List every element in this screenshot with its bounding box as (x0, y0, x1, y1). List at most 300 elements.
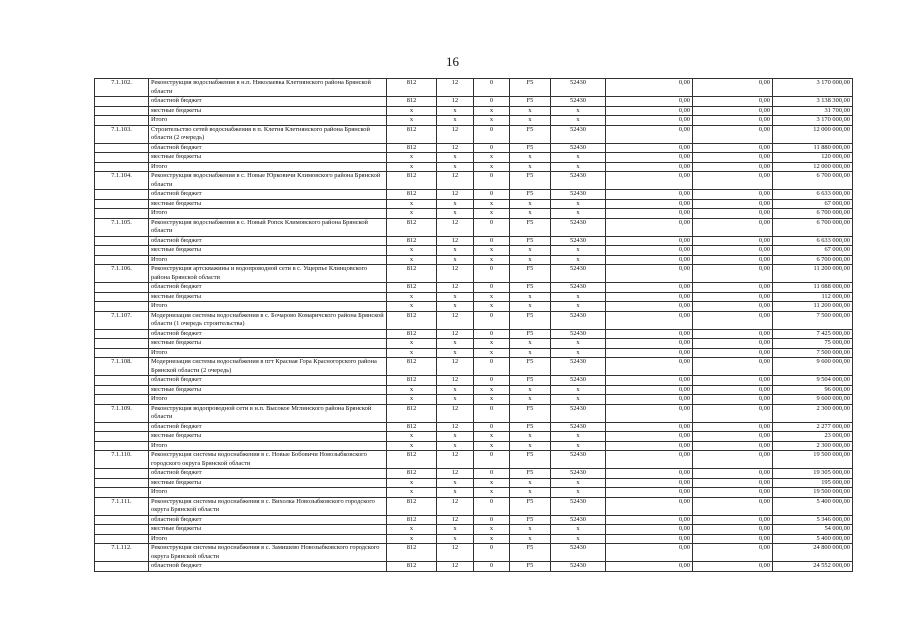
code-cell: x (510, 153, 551, 163)
code-cell: F5 (510, 469, 551, 479)
code-cell: x (551, 153, 606, 163)
amount-cell: 0,00 (693, 236, 773, 246)
code-cell: x (387, 255, 437, 265)
code-cell: 12 (437, 190, 474, 200)
amount-cell: 0,00 (606, 515, 693, 525)
code-cell: 0 (474, 283, 510, 293)
code-cell: x (551, 246, 606, 256)
amount-cell: 0,00 (606, 348, 693, 358)
code-cell: F5 (510, 515, 551, 525)
empty-cell (95, 478, 149, 488)
code-cell: 812 (387, 283, 437, 293)
code-cell: x (387, 292, 437, 302)
empty-cell (95, 116, 149, 126)
table-body (95, 79, 853, 572)
code-cell: x (551, 199, 606, 209)
empty-cell (95, 385, 149, 395)
code-cell: 52430 (551, 172, 606, 190)
amount-cell: 6 700 000,00 (773, 218, 853, 236)
code-cell: 12 (437, 329, 474, 339)
amount-cell: 7 500 000,00 (773, 348, 853, 358)
funding-row (95, 534, 853, 544)
amount-cell: 0,00 (606, 292, 693, 302)
project-title: Реконструкция водоснабжения в н.п. Николаевка Клетнянского района Брянской области (149, 79, 387, 97)
amount-cell: 7 425 000,00 (773, 329, 853, 339)
code-cell: x (437, 153, 474, 163)
code-cell: 52430 (551, 404, 606, 422)
code-cell: 0 (474, 451, 510, 469)
empty-cell (95, 283, 149, 293)
funding-source-label: местные бюджеты (149, 292, 387, 302)
code-cell: 12 (437, 515, 474, 525)
amount-cell: 0,00 (606, 358, 693, 376)
project-title: Модернизация системы водоснабжения в пгт Красная Гора Красногорского района Брянской области (2 очередь) (149, 358, 387, 376)
code-cell: 12 (437, 497, 474, 515)
amount-cell: 0,00 (693, 329, 773, 339)
amount-cell: 3 170 000,00 (773, 116, 853, 126)
amount-cell: 0,00 (606, 497, 693, 515)
amount-cell: 2 300 000,00 (773, 404, 853, 422)
project-title: Реконструкция системы водоснабжения в с. Вихолка Новозыбковского городского округа Брянской области (149, 497, 387, 515)
empty-cell (95, 515, 149, 525)
funding-row (95, 478, 853, 488)
code-cell: x (474, 255, 510, 265)
code-cell: x (437, 162, 474, 172)
amount-cell: 11 200 000,00 (773, 265, 853, 283)
code-cell: 52430 (551, 497, 606, 515)
amount-cell: 0,00 (606, 162, 693, 172)
amount-cell: 19 500 000,00 (773, 488, 853, 498)
code-cell: F5 (510, 143, 551, 153)
code-cell: 0 (474, 562, 510, 572)
amount-cell: 9 600 000,00 (773, 358, 853, 376)
code-cell: x (551, 339, 606, 349)
funding-source-label: Итого (149, 488, 387, 498)
code-cell: F5 (510, 265, 551, 283)
funding-source-label: местные бюджеты (149, 246, 387, 256)
code-cell: x (551, 525, 606, 535)
code-cell: 12 (437, 311, 474, 329)
empty-cell (95, 246, 149, 256)
code-cell: 0 (474, 376, 510, 386)
amount-cell: 0,00 (693, 534, 773, 544)
funding-row (95, 97, 853, 107)
amount-cell: 0,00 (693, 432, 773, 442)
code-cell: x (510, 488, 551, 498)
funding-row (95, 283, 853, 293)
funding-source-label: областной бюджет (149, 236, 387, 246)
empty-cell (95, 329, 149, 339)
code-cell: x (387, 246, 437, 256)
funding-source-label: местные бюджеты (149, 153, 387, 163)
funding-row (95, 199, 853, 209)
code-cell: x (437, 432, 474, 442)
amount-cell: 0,00 (606, 422, 693, 432)
code-cell: x (510, 292, 551, 302)
project-number: 7.1.108. (95, 358, 149, 376)
code-cell: x (387, 432, 437, 442)
amount-cell: 0,00 (693, 395, 773, 405)
code-cell: 812 (387, 497, 437, 515)
code-cell: x (474, 385, 510, 395)
project-title: Строительство сетей водоснабжения в п. Клетня Клетнянского района Брянской области (2 очередь) (149, 125, 387, 143)
code-cell: 12 (437, 125, 474, 143)
code-cell: 0 (474, 358, 510, 376)
amount-cell: 0,00 (606, 469, 693, 479)
funding-source-label: местные бюджеты (149, 339, 387, 349)
amount-cell: 0,00 (693, 218, 773, 236)
empty-cell (95, 469, 149, 479)
code-cell: x (474, 153, 510, 163)
code-cell: x (510, 478, 551, 488)
budget-table-container (94, 78, 852, 572)
amount-cell: 0,00 (606, 97, 693, 107)
code-cell: 52430 (551, 143, 606, 153)
code-cell: F5 (510, 329, 551, 339)
amount-cell: 0,00 (693, 544, 773, 562)
amount-cell: 0,00 (693, 348, 773, 358)
funding-source-label: Итого (149, 534, 387, 544)
amount-cell: 11 200 000,00 (773, 302, 853, 312)
amount-cell: 0,00 (693, 153, 773, 163)
project-title: Реконструкция артскважины и водопроводной сети в с. Ущерпье Клинцовского района Брянской области (149, 265, 387, 283)
empty-cell (95, 162, 149, 172)
code-cell: x (510, 385, 551, 395)
empty-cell (95, 339, 149, 349)
amount-cell: 0,00 (693, 376, 773, 386)
amount-cell: 0,00 (606, 255, 693, 265)
project-row (95, 265, 853, 283)
code-cell: F5 (510, 544, 551, 562)
amount-cell: 0,00 (693, 116, 773, 126)
amount-cell: 0,00 (606, 376, 693, 386)
funding-row (95, 488, 853, 498)
code-cell: x (510, 339, 551, 349)
amount-cell: 31 700,00 (773, 106, 853, 116)
funding-row (95, 190, 853, 200)
code-cell: x (510, 199, 551, 209)
amount-cell: 0,00 (693, 441, 773, 451)
code-cell: 52430 (551, 97, 606, 107)
project-number: 7.1.112. (95, 544, 149, 562)
funding-source-label: местные бюджеты (149, 525, 387, 535)
amount-cell: 0,00 (693, 283, 773, 293)
code-cell: 52430 (551, 515, 606, 525)
amount-cell: 67 000,00 (773, 246, 853, 256)
empty-cell (95, 199, 149, 209)
project-row (95, 311, 853, 329)
amount-cell: 0,00 (606, 441, 693, 451)
code-cell: 812 (387, 422, 437, 432)
project-row (95, 218, 853, 236)
code-cell: 52430 (551, 190, 606, 200)
code-cell: 52430 (551, 469, 606, 479)
code-cell: 52430 (551, 218, 606, 236)
amount-cell: 0,00 (693, 451, 773, 469)
code-cell: 812 (387, 562, 437, 572)
amount-cell: 0,00 (693, 125, 773, 143)
code-cell: x (437, 209, 474, 219)
amount-cell: 0,00 (693, 562, 773, 572)
empty-cell (95, 525, 149, 535)
code-cell: 12 (437, 218, 474, 236)
code-cell: 812 (387, 515, 437, 525)
amount-cell: 0,00 (693, 199, 773, 209)
amount-cell: 0,00 (606, 525, 693, 535)
code-cell: F5 (510, 190, 551, 200)
amount-cell: 0,00 (693, 255, 773, 265)
amount-cell: 23 000,00 (773, 432, 853, 442)
funding-source-label: областной бюджет (149, 515, 387, 525)
code-cell: x (474, 432, 510, 442)
amount-cell: 0,00 (606, 534, 693, 544)
code-cell: x (551, 395, 606, 405)
project-title: Реконструкция водоснабжения в с. Новый Ропск Климовского района Брянской области (149, 218, 387, 236)
funding-row (95, 329, 853, 339)
amount-cell: 120 000,00 (773, 153, 853, 163)
amount-cell: 0,00 (693, 525, 773, 535)
code-cell: 0 (474, 143, 510, 153)
empty-cell (95, 143, 149, 153)
code-cell: x (437, 385, 474, 395)
code-cell: 12 (437, 97, 474, 107)
code-cell: x (551, 116, 606, 126)
code-cell: 52430 (551, 329, 606, 339)
code-cell: 0 (474, 497, 510, 515)
project-number: 7.1.109. (95, 404, 149, 422)
code-cell: x (387, 488, 437, 498)
code-cell: x (551, 292, 606, 302)
amount-cell: 0,00 (693, 106, 773, 116)
funding-row (95, 162, 853, 172)
amount-cell: 5 400 000,00 (773, 497, 853, 515)
code-cell: x (510, 302, 551, 312)
amount-cell: 6 700 000,00 (773, 209, 853, 219)
code-cell: x (474, 534, 510, 544)
project-number: 7.1.104. (95, 172, 149, 190)
code-cell: 52430 (551, 265, 606, 283)
code-cell: 0 (474, 265, 510, 283)
code-cell: x (510, 432, 551, 442)
code-cell: x (437, 246, 474, 256)
code-cell: x (437, 478, 474, 488)
amount-cell: 0,00 (693, 385, 773, 395)
funding-row (95, 339, 853, 349)
amount-cell: 0,00 (693, 97, 773, 107)
amount-cell: 0,00 (606, 125, 693, 143)
code-cell: 52430 (551, 376, 606, 386)
code-cell: x (437, 106, 474, 116)
code-cell: 12 (437, 172, 474, 190)
code-cell: 0 (474, 218, 510, 236)
funding-source-label: Итого (149, 395, 387, 405)
funding-row (95, 469, 853, 479)
funding-source-label: Итого (149, 162, 387, 172)
amount-cell: 11 880 000,00 (773, 143, 853, 153)
amount-cell: 0,00 (693, 311, 773, 329)
code-cell: 52430 (551, 79, 606, 97)
code-cell: x (387, 106, 437, 116)
code-cell: 812 (387, 544, 437, 562)
code-cell: 0 (474, 97, 510, 107)
amount-cell: 0,00 (606, 106, 693, 116)
code-cell: 812 (387, 451, 437, 469)
code-cell: F5 (510, 172, 551, 190)
code-cell: F5 (510, 451, 551, 469)
code-cell: x (551, 441, 606, 451)
code-cell: 812 (387, 376, 437, 386)
code-cell: 812 (387, 172, 437, 190)
funding-source-label: областной бюджет (149, 422, 387, 432)
code-cell: 52430 (551, 544, 606, 562)
funding-source-label: местные бюджеты (149, 432, 387, 442)
amount-cell: 0,00 (606, 79, 693, 97)
code-cell: x (510, 525, 551, 535)
code-cell: F5 (510, 562, 551, 572)
code-cell: x (510, 209, 551, 219)
code-cell: x (510, 162, 551, 172)
code-cell: 0 (474, 469, 510, 479)
empty-cell (95, 348, 149, 358)
code-cell: x (551, 432, 606, 442)
code-cell: x (387, 525, 437, 535)
empty-cell (95, 255, 149, 265)
code-cell: x (510, 246, 551, 256)
funding-source-label: Итого (149, 348, 387, 358)
code-cell: x (437, 255, 474, 265)
code-cell: x (474, 292, 510, 302)
code-cell: x (474, 395, 510, 405)
amount-cell: 0,00 (606, 190, 693, 200)
funding-source-label: областной бюджет (149, 143, 387, 153)
amount-cell: 2 300 000,00 (773, 441, 853, 451)
code-cell: 812 (387, 358, 437, 376)
code-cell: 0 (474, 236, 510, 246)
code-cell: x (551, 488, 606, 498)
code-cell: x (387, 441, 437, 451)
amount-cell: 0,00 (693, 422, 773, 432)
project-row (95, 404, 853, 422)
funding-row (95, 348, 853, 358)
code-cell: x (551, 106, 606, 116)
code-cell: 812 (387, 311, 437, 329)
code-cell: x (387, 478, 437, 488)
amount-cell: 3 138 300,00 (773, 97, 853, 107)
amount-cell: 24 800 000,00 (773, 544, 853, 562)
amount-cell: 0,00 (606, 265, 693, 283)
code-cell: 0 (474, 515, 510, 525)
code-cell: x (387, 395, 437, 405)
amount-cell: 0,00 (693, 302, 773, 312)
empty-cell (95, 236, 149, 246)
code-cell: 12 (437, 422, 474, 432)
code-cell: 812 (387, 218, 437, 236)
amount-cell: 0,00 (606, 432, 693, 442)
code-cell: 12 (437, 283, 474, 293)
funding-row (95, 395, 853, 405)
funding-row (95, 246, 853, 256)
amount-cell: 2 277 000,00 (773, 422, 853, 432)
project-title: Реконструкция системы водоснабжения в с. Новые Бобовичи Новозыбковского городского округа Брянской области (149, 451, 387, 469)
funding-row (95, 422, 853, 432)
code-cell: x (510, 534, 551, 544)
amount-cell: 0,00 (606, 236, 693, 246)
code-cell: x (510, 395, 551, 405)
funding-row (95, 209, 853, 219)
code-cell: x (387, 209, 437, 219)
empty-cell (95, 106, 149, 116)
amount-cell: 0,00 (606, 172, 693, 190)
code-cell: 12 (437, 469, 474, 479)
code-cell: x (474, 246, 510, 256)
empty-cell (95, 302, 149, 312)
code-cell: x (474, 488, 510, 498)
project-number: 7.1.106. (95, 265, 149, 283)
amount-cell: 0,00 (693, 515, 773, 525)
code-cell: 52430 (551, 311, 606, 329)
amount-cell: 0,00 (693, 143, 773, 153)
funding-source-label: областной бюджет (149, 97, 387, 107)
amount-cell: 7 500 000,00 (773, 311, 853, 329)
empty-cell (95, 422, 149, 432)
funding-source-label: областной бюджет (149, 190, 387, 200)
project-number: 7.1.111. (95, 497, 149, 515)
code-cell: F5 (510, 283, 551, 293)
amount-cell: 195 000,00 (773, 478, 853, 488)
funding-row (95, 106, 853, 116)
code-cell: x (551, 209, 606, 219)
code-cell: x (437, 339, 474, 349)
code-cell: 0 (474, 544, 510, 562)
amount-cell: 3 170 000,00 (773, 79, 853, 97)
code-cell: x (437, 441, 474, 451)
code-cell: x (474, 525, 510, 535)
amount-cell: 0,00 (693, 469, 773, 479)
code-cell: 52430 (551, 358, 606, 376)
code-cell: 12 (437, 143, 474, 153)
code-cell: 52430 (551, 125, 606, 143)
amount-cell: 0,00 (693, 265, 773, 283)
amount-cell: 0,00 (606, 302, 693, 312)
empty-cell (95, 395, 149, 405)
amount-cell: 0,00 (693, 488, 773, 498)
amount-cell: 96 000,00 (773, 385, 853, 395)
code-cell: x (551, 534, 606, 544)
code-cell: x (474, 199, 510, 209)
amount-cell: 0,00 (693, 404, 773, 422)
amount-cell: 0,00 (606, 544, 693, 562)
amount-cell: 9 504 000,00 (773, 376, 853, 386)
amount-cell: 0,00 (606, 404, 693, 422)
amount-cell: 0,00 (693, 292, 773, 302)
funding-row (95, 143, 853, 153)
code-cell: 812 (387, 125, 437, 143)
code-cell: x (387, 162, 437, 172)
project-title: Реконструкция водоснабжения в с. Новые Юрковичи Климовского района Брянской области (149, 172, 387, 190)
code-cell: F5 (510, 404, 551, 422)
code-cell: x (387, 385, 437, 395)
amount-cell: 11 088 000,00 (773, 283, 853, 293)
amount-cell: 0,00 (606, 311, 693, 329)
funding-source-label: местные бюджеты (149, 106, 387, 116)
funding-row (95, 153, 853, 163)
code-cell: F5 (510, 376, 551, 386)
code-cell: 12 (437, 544, 474, 562)
amount-cell: 112 000,00 (773, 292, 853, 302)
code-cell: 0 (474, 172, 510, 190)
code-cell: F5 (510, 497, 551, 515)
code-cell: 0 (474, 422, 510, 432)
